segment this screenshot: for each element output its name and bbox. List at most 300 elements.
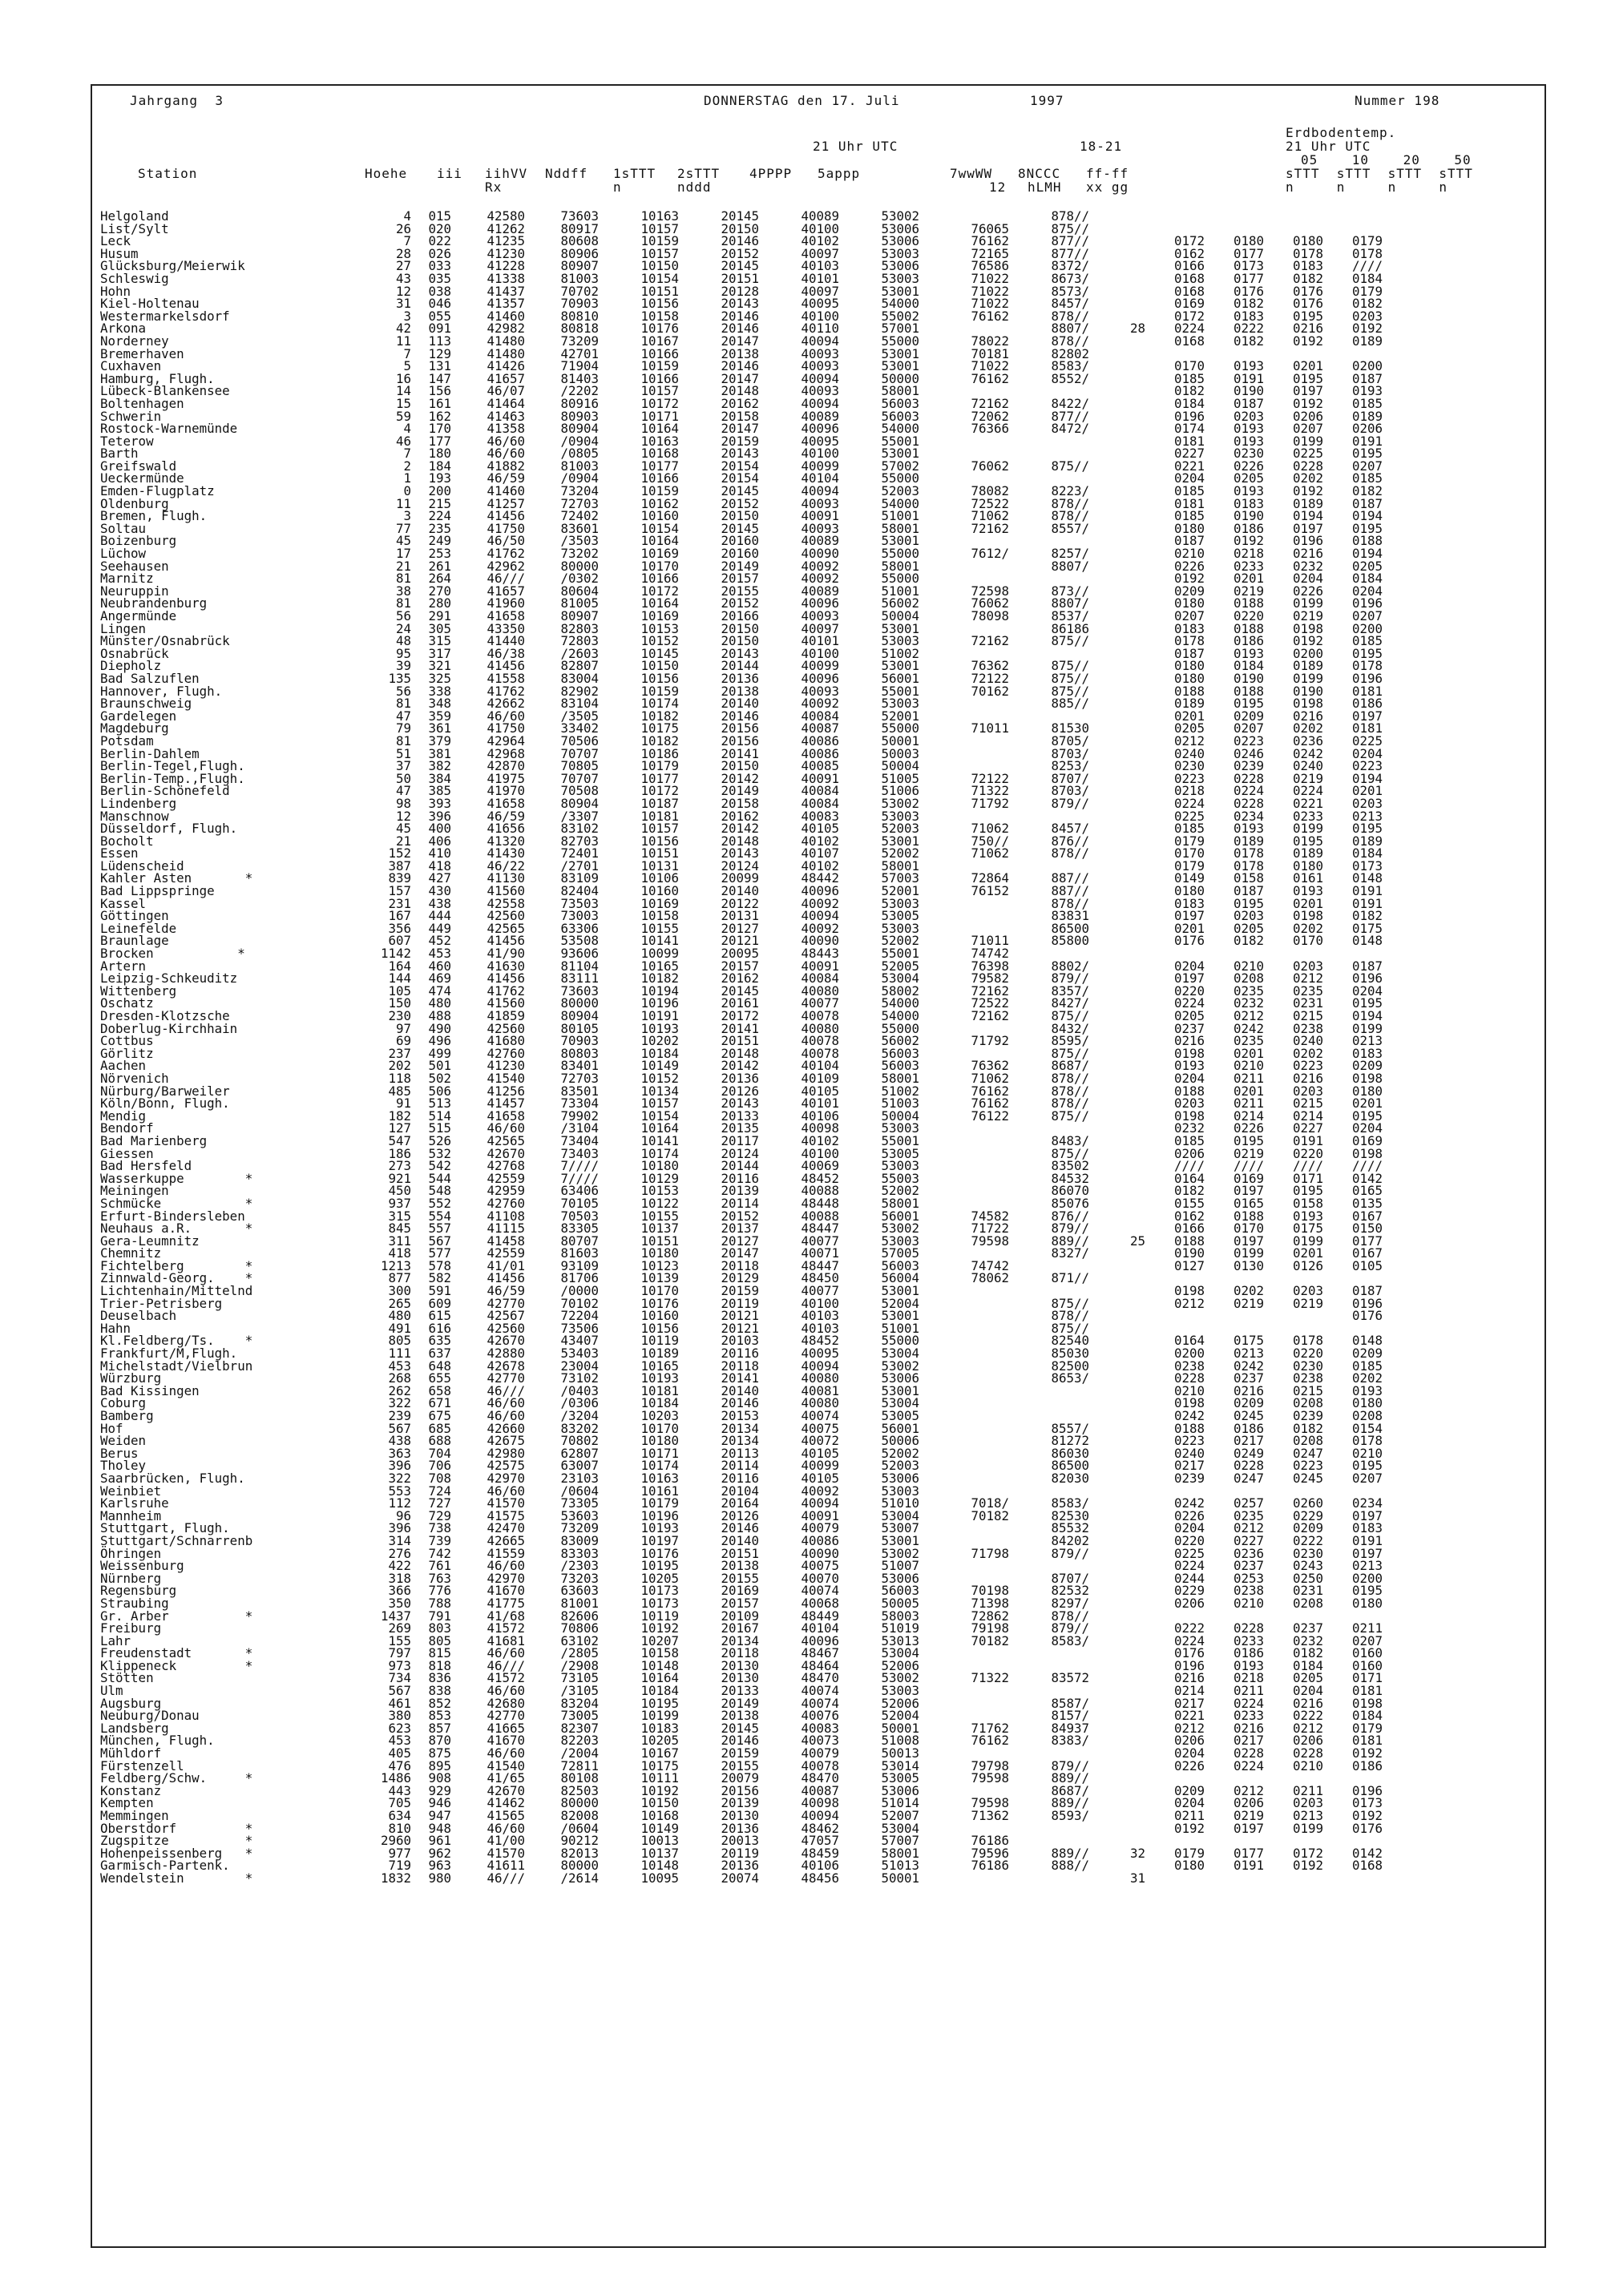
cell-8nccc: 889// (1051, 1845, 1089, 1861)
cell-soil50: 0196 (1351, 1295, 1383, 1311)
cell-2sttt: 20095 (721, 946, 759, 962)
cell-5appp: 53006 (881, 233, 919, 249)
cell-iii: 249 (428, 533, 451, 549)
utc-heading: 21 Uhr UTC (813, 139, 898, 154)
cell-station: Brocken * (100, 946, 245, 962)
cell-ff (1089, 760, 1145, 773)
cell-soil50: 0204 (1351, 583, 1383, 599)
cell-soil10: 0234 (1233, 808, 1264, 824)
cell-soil20: 0232 (1292, 558, 1323, 574)
cell-ff (1089, 1797, 1145, 1810)
cell-4pppp: 48447 (801, 1221, 839, 1237)
cell-soil05: 0225 (1173, 808, 1205, 824)
cell-iii: 513 (428, 1096, 451, 1112)
cell-iihvv: 41750 (487, 520, 525, 536)
cell-soil05: 0187 (1173, 645, 1205, 661)
cell-7wwww (919, 1647, 1009, 1660)
col-soil-sttt: sTTT sTTT sTTT sTTT (1286, 166, 1473, 181)
cell-5appp: 51001 (881, 508, 919, 524)
cell-hoehe: 322 (388, 1470, 411, 1486)
cell-ff (1089, 835, 1145, 848)
cell-2sttt: 20146 (721, 1733, 759, 1749)
cell-station: Wittenberg (100, 983, 177, 999)
cell-iihvv: 41558 (487, 670, 525, 686)
cell-1sttt: 10193 (640, 1370, 679, 1386)
cell-hoehe: 56 (395, 683, 411, 699)
cell-5appp: 53003 (881, 1483, 919, 1499)
cell-ff (1089, 472, 1145, 485)
cell-soil10: 0188 (1233, 595, 1264, 611)
cell-iii: 474 (428, 983, 451, 999)
cell-hoehe: 438 (388, 1433, 411, 1449)
cell-hoehe: 265 (388, 1295, 411, 1311)
cell-2sttt: 20138 (721, 1558, 759, 1574)
cell-soil05: 0224 (1173, 795, 1205, 811)
col-4pppp: 4PPPP (749, 166, 793, 181)
cell-soil05: 0240 (1173, 1445, 1205, 1461)
cell-hoehe: 634 (388, 1808, 411, 1823)
cell-soil05: 0149 (1173, 870, 1205, 886)
cell-soil05: 0230 (1173, 758, 1205, 774)
cell-soil20: 0206 (1292, 408, 1323, 424)
cell-soil10: 0187 (1233, 395, 1264, 411)
cell-soil20: 0242 (1292, 745, 1323, 761)
cell-iihvv: 46/59 (487, 808, 525, 824)
cell-nddff: 79902 (560, 1108, 599, 1124)
cell-4pppp: 40095 (801, 1346, 839, 1362)
cell-soil10: 0182 (1233, 333, 1264, 349)
cell-2sttt: 20121 (721, 933, 759, 949)
cell-soil20: 0192 (1292, 395, 1323, 411)
cell-iihvv: 46/07 (487, 383, 525, 399)
cell-1sttt: 10195 (640, 1558, 679, 1574)
cell-5appp: 54000 (881, 296, 919, 312)
cell-nddff: 83104 (560, 696, 599, 712)
cell-8nccc: 8253/ (1051, 758, 1089, 774)
cell-ff (1089, 735, 1145, 748)
cell-hoehe: 1437 (380, 1608, 411, 1624)
cell-4pppp: 48459 (801, 1845, 839, 1861)
cell-soil10: 0178 (1233, 845, 1264, 862)
cell-soil20: 0192 (1292, 1858, 1323, 1874)
cell-hoehe: 1832 (380, 1870, 411, 1886)
cell-station: Norderney (100, 333, 169, 349)
cell-2sttt: 20162 (721, 970, 759, 987)
cell-station: Stuttgart/Schnarrenb (100, 1532, 253, 1548)
cell-soil10: 0193 (1233, 421, 1264, 437)
cell-8nccc: 875// (1051, 458, 1089, 474)
cell-5appp: 53004 (881, 970, 919, 987)
cell-iihvv: 41230 (487, 1058, 525, 1074)
col-hoehe: Hoehe (365, 166, 408, 181)
cell-soil05: 0210 (1173, 546, 1205, 562)
cell-5appp: 55001 (881, 683, 919, 699)
cell-hoehe: 797 (388, 1645, 411, 1661)
cell-soil05: 0222 (1173, 1620, 1205, 1636)
cell-nddff: 43407 (560, 1333, 599, 1349)
cell-iii: 453 (428, 946, 451, 962)
cell-2sttt: 20145 (721, 208, 759, 224)
cell-iii: 406 (428, 833, 451, 849)
cell-nddff: 83305 (560, 1221, 599, 1237)
cell-soil10: 0203 (1233, 908, 1264, 924)
cell-1sttt: 10174 (640, 696, 679, 712)
cell-4pppp: 40091 (801, 770, 839, 786)
cell-2sttt: 20172 (721, 1008, 759, 1023)
cell-soil20: 0216 (1292, 708, 1323, 724)
cell-1sttt: 10163 (640, 1470, 679, 1486)
cell-hoehe: 1486 (380, 1770, 411, 1786)
cell-soil05: 0205 (1173, 1008, 1205, 1023)
cell-soil50: 0187 (1351, 1283, 1383, 1299)
cell-nddff: /3104 (560, 1120, 599, 1136)
cell-ff (1089, 1584, 1145, 1597)
cell-2sttt: 20151 (721, 1545, 759, 1561)
cell-8nccc: 877// (1051, 245, 1089, 261)
cell-hoehe: 422 (388, 1558, 411, 1574)
cell-5appp: 55001 (881, 1132, 919, 1148)
cell-soil05: 0203 (1173, 1096, 1205, 1112)
cell-1sttt: 10119 (640, 1333, 679, 1349)
cell-1sttt: 10167 (640, 333, 679, 349)
cell-8nccc: 8653/ (1051, 1370, 1089, 1386)
cell-soil20: 0203 (1292, 1795, 1323, 1811)
cell-iihvv: 46/60 (487, 1395, 525, 1411)
cell-2sttt: 20143 (721, 645, 759, 661)
cell-station: Kempten (100, 1795, 154, 1811)
cell-1sttt: 10168 (640, 1808, 679, 1823)
cell-soil50: 0196 (1351, 1782, 1383, 1798)
cell-ff (1089, 710, 1145, 723)
cell-soil50: 0142 (1351, 1845, 1383, 1861)
cell-soil05: 0164 (1173, 1170, 1205, 1186)
cell-4pppp: 48462 (801, 1820, 839, 1836)
cell-4pppp: 40086 (801, 745, 839, 761)
cell-2sttt: 20137 (721, 1221, 759, 1237)
cell-soil50: 0181 (1351, 720, 1383, 736)
cell-5appp: 53003 (881, 696, 919, 712)
cell-nddff: 23103 (560, 1470, 599, 1486)
cell-7wwww: 71792 (971, 1033, 1009, 1049)
cell-soil50: 0198 (1351, 1070, 1383, 1086)
cell-station: Frankfurt/M,Flugh. (100, 1346, 238, 1362)
cell-ff (1089, 985, 1145, 998)
cell-soil10: 0199 (1233, 1245, 1264, 1261)
cell-ff (1089, 560, 1145, 573)
cell-8nccc (1009, 1385, 1089, 1398)
cell-1sttt: 10162 (640, 495, 679, 511)
cell-4pppp: 40085 (801, 758, 839, 774)
cell-4pppp: 40101 (801, 633, 839, 649)
cell-nddff: 82902 (560, 683, 599, 699)
cell-hoehe: 47 (395, 783, 411, 799)
cell-nddff: 82703 (560, 833, 599, 849)
cell-nddff: 70802 (560, 1433, 599, 1449)
cell-soil50: 0178 (1351, 1433, 1383, 1449)
cell-nddff: 81001 (560, 1595, 599, 1611)
cell-soil10: 0177 (1233, 270, 1264, 286)
cell-iihvv: 41108 (487, 1208, 525, 1224)
cell-7wwww: 76362 (971, 658, 1009, 674)
cell-2sttt: 20074 (721, 1870, 759, 1886)
cell-7wwww (919, 1522, 1009, 1535)
cell-soil10: 0216 (1233, 1382, 1264, 1398)
cell-soil05: 0178 (1173, 633, 1205, 649)
cell-8nccc: 83502 (1051, 1158, 1089, 1174)
cell-iihvv: 41437 (487, 283, 525, 299)
cell-4pppp: 40096 (801, 883, 839, 899)
cell-5appp: 58001 (881, 520, 919, 536)
cell-hoehe: 311 (388, 1233, 411, 1249)
cell-iii: 091 (428, 321, 451, 337)
cell-2sttt: 20126 (721, 1083, 759, 1099)
soil-depths-heading: 05 10 20 50 (1301, 152, 1472, 167)
cell-hoehe: 366 (388, 1583, 411, 1599)
cell-1sttt: 10013 (640, 1833, 679, 1849)
cell-1sttt: 10139 (640, 1270, 679, 1286)
cell-ff (1089, 510, 1145, 523)
cell-soil50: 0194 (1351, 1008, 1383, 1023)
cell-iii: 857 (428, 1720, 451, 1736)
cell-station: Meiningen (100, 1183, 169, 1199)
cell-iihvv: 46/59 (487, 1283, 525, 1299)
cell-5appp: 51002 (881, 1083, 919, 1099)
col-7wwww-n: 12 (989, 180, 1007, 195)
cell-soil05: 0198 (1173, 1045, 1205, 1061)
cell-5appp: 57005 (881, 1245, 919, 1261)
cell-4pppp: 40077 (801, 1233, 839, 1249)
cell-2sttt: 20159 (721, 1283, 759, 1299)
cell-iihvv: 42575 (487, 1458, 525, 1474)
cell-ff (1089, 535, 1145, 547)
cell-1sttt: 10192 (640, 1620, 679, 1636)
cell-7wwww: 79798 (971, 1757, 1009, 1773)
cell-soil05: 0197 (1173, 908, 1205, 924)
cell-nddff: 80810 (560, 308, 599, 324)
cell-ff (1089, 1685, 1145, 1697)
cell-8nccc: 8372/ (1051, 258, 1089, 274)
cell-nddff: 83501 (560, 1083, 599, 1099)
cell-hoehe: 607 (388, 933, 411, 949)
cell-1sttt: 10095 (640, 1870, 679, 1886)
cell-1sttt: 10202 (640, 1033, 679, 1049)
cell-nddff: 63306 (560, 920, 599, 936)
cell-8nccc (1009, 435, 1089, 448)
cell-soil05: 0223 (1173, 770, 1205, 786)
cell-iihvv: 41462 (487, 1795, 525, 1811)
cell-soil50: 0185 (1351, 470, 1383, 486)
cell-5appp: 53003 (881, 1120, 919, 1136)
cell-station: Nürburg/Barweiler (100, 1083, 230, 1099)
cell-soil20: 0201 (1292, 358, 1323, 374)
col-2sttt: 2sTTT (677, 166, 721, 181)
cell-7wwww: 71322 (971, 1670, 1009, 1686)
cell-7wwww: 72122 (971, 770, 1009, 786)
cell-soil50: 0189 (1351, 408, 1383, 424)
cell-soil50: 0201 (1351, 1096, 1383, 1112)
cell-hoehe: 839 (388, 870, 411, 886)
cell-ff (1089, 360, 1145, 373)
cell-nddff: 70707 (560, 745, 599, 761)
cell-hoehe: 150 (388, 995, 411, 1011)
cell-iii: 761 (428, 1558, 451, 1574)
cell-iii: 038 (428, 283, 451, 299)
cell-ff (1089, 685, 1145, 698)
cell-hoehe: 43 (395, 270, 411, 286)
cell-1sttt: 10168 (640, 446, 679, 462)
cell-soil10: 0205 (1233, 920, 1264, 936)
cell-iihvv: 42662 (487, 696, 525, 712)
cell-soil05: 0204 (1173, 470, 1205, 486)
cell-4pppp: 40103 (801, 1308, 839, 1324)
cell-soil50: 0189 (1351, 833, 1383, 849)
cell-ff (1089, 1334, 1145, 1347)
cell-iii: 496 (428, 1033, 451, 1049)
cell-soil05: 0210 (1173, 1382, 1205, 1398)
cell-iii: 305 (428, 620, 451, 636)
cell-iihvv: 42760 (487, 1195, 525, 1211)
cell-station: Bad Marienberg (100, 1132, 208, 1148)
cell-soil05: 0212 (1173, 1720, 1205, 1736)
cell-station: Mannheim (100, 1507, 162, 1523)
cell-7wwww (919, 1472, 1009, 1485)
cell-station: Helgoland (100, 208, 169, 224)
cell-iii: 962 (428, 1845, 451, 1861)
cell-4pppp: 40088 (801, 1208, 839, 1224)
cell-ff (1089, 1597, 1145, 1610)
cell-soil05: 0168 (1173, 333, 1205, 349)
cell-soil20: 0225 (1292, 446, 1323, 462)
cell-5appp: 50013 (881, 1745, 919, 1761)
cell-2sttt: 20147 (721, 370, 759, 386)
cell-4pppp: 40078 (801, 1033, 839, 1049)
cell-soil20: 0220 (1292, 1346, 1323, 1362)
cell-nddff: 80105 (560, 1020, 599, 1036)
cell-station: Zugspitze * (100, 1833, 253, 1849)
cell-hoehe: 450 (388, 1183, 411, 1199)
cell-soil05: 0226 (1173, 1507, 1205, 1523)
cell-7wwww: 71022 (971, 270, 1009, 286)
cell-iii: 961 (428, 1833, 451, 1849)
cell-7wwww: 76152 (971, 883, 1009, 899)
cell-soil10: 0228 (1233, 1458, 1264, 1474)
cell-2sttt: 20156 (721, 1782, 759, 1798)
cell-1sttt: 10099 (640, 946, 679, 962)
cell-iii: 438 (428, 895, 451, 911)
cell-soil10: 0183 (1233, 308, 1264, 324)
cell-1sttt: 10172 (640, 395, 679, 411)
cell-8nccc: 8673/ (1051, 270, 1089, 286)
cell-8nccc (1009, 1647, 1089, 1660)
cell-hoehe: 3 (403, 508, 411, 524)
cell-7wwww (919, 1309, 1009, 1322)
cell-soil20: //// (1292, 1158, 1323, 1174)
cell-soil20: 0161 (1292, 870, 1323, 886)
cell-iii: 430 (428, 883, 451, 899)
cell-nddff: 73403 (560, 1145, 599, 1161)
cell-5appp: 55000 (881, 1020, 919, 1036)
cell-soil05: 0172 (1173, 233, 1205, 249)
cell-nddff: 7//// (560, 1158, 599, 1174)
cell-soil50: 0204 (1351, 1120, 1383, 1136)
cell-5appp: 53004 (881, 1645, 919, 1661)
cell-4pppp: 40091 (801, 958, 839, 974)
cell-soil50 (1323, 210, 1383, 223)
cell-5appp: 53002 (881, 795, 919, 811)
cell-4pppp: 40094 (801, 908, 839, 924)
cell-8nccc: 85800 (1051, 933, 1089, 949)
cell-soil10: 0209 (1233, 1395, 1264, 1411)
cell-soil50: 0182 (1351, 483, 1383, 499)
cell-soil05: 0179 (1173, 857, 1205, 874)
cell-8nccc: 83572 (1051, 1670, 1089, 1686)
cell-1sttt: 10172 (640, 783, 679, 799)
cell-7wwww (919, 1334, 1009, 1347)
cell-station: Mühldorf (100, 1745, 162, 1761)
cell-ff (1089, 1422, 1145, 1435)
cell-8nccc: 8687/ (1051, 1782, 1089, 1798)
cell-soil50: 0223 (1351, 758, 1383, 774)
cell-iii: 382 (428, 758, 451, 774)
cell-hoehe: 4 (403, 208, 411, 224)
cell-station: Augsburg (100, 1695, 162, 1711)
cell-2sttt: 20130 (721, 1670, 759, 1686)
cell-7wwww: 71062 (971, 1070, 1009, 1086)
cell-nddff: 63603 (560, 1583, 599, 1599)
cell-soil05: 0225 (1173, 1545, 1205, 1561)
cell-5appp: 53003 (881, 895, 919, 911)
cell-soil50: 0185 (1351, 395, 1383, 411)
cell-ff (1089, 285, 1145, 298)
cell-iii: 055 (428, 308, 451, 324)
cell-5appp: 53003 (881, 245, 919, 261)
cell-ff (1089, 1622, 1145, 1635)
cell-5appp: 57003 (881, 870, 919, 886)
cell-soil10: 0233 (1233, 1708, 1264, 1724)
cell-1sttt: 10189 (640, 1346, 679, 1362)
cell-7wwww (919, 1285, 1009, 1297)
cell-8nccc: 878// (1051, 1096, 1089, 1112)
cell-station: Landsberg (100, 1720, 169, 1736)
cell-ff (1089, 860, 1145, 873)
cell-8nccc: 878// (1051, 895, 1089, 911)
cell-soil05: 0180 (1173, 883, 1205, 899)
cell-1sttt: 10196 (640, 1507, 679, 1523)
cell-station: Kassel (100, 895, 147, 911)
cell-soil50: 0196 (1351, 970, 1383, 987)
cell-iii: 444 (428, 908, 451, 924)
cell-soil20: 0222 (1292, 1532, 1323, 1548)
cell-8nccc: 875// (1051, 1045, 1089, 1061)
cell-soil20: 0171 (1292, 1170, 1323, 1186)
cell-hoehe: 79 (395, 720, 411, 736)
cell-soil20: 0223 (1292, 1058, 1323, 1074)
cell-nddff: 82203 (560, 1733, 599, 1749)
cell-soil05: 0216 (1173, 1033, 1205, 1049)
cell-iii: 704 (428, 1445, 451, 1461)
cell-hoehe: 152 (388, 845, 411, 862)
cell-station: Glücksburg/Meierwik (100, 258, 245, 274)
cell-5appp: 56003 (881, 395, 919, 411)
cell-2sttt: 20162 (721, 808, 759, 824)
cell-8nccc: 86500 (1051, 1458, 1089, 1474)
cell-soil20: 0221 (1292, 795, 1323, 811)
cell-hoehe: 47 (395, 708, 411, 724)
cell-4pppp: 40100 (801, 220, 839, 236)
cell-station: Osnabrück (100, 645, 169, 661)
cell-soil20: 0203 (1292, 1283, 1323, 1299)
cell-nddff: 80904 (560, 421, 599, 437)
